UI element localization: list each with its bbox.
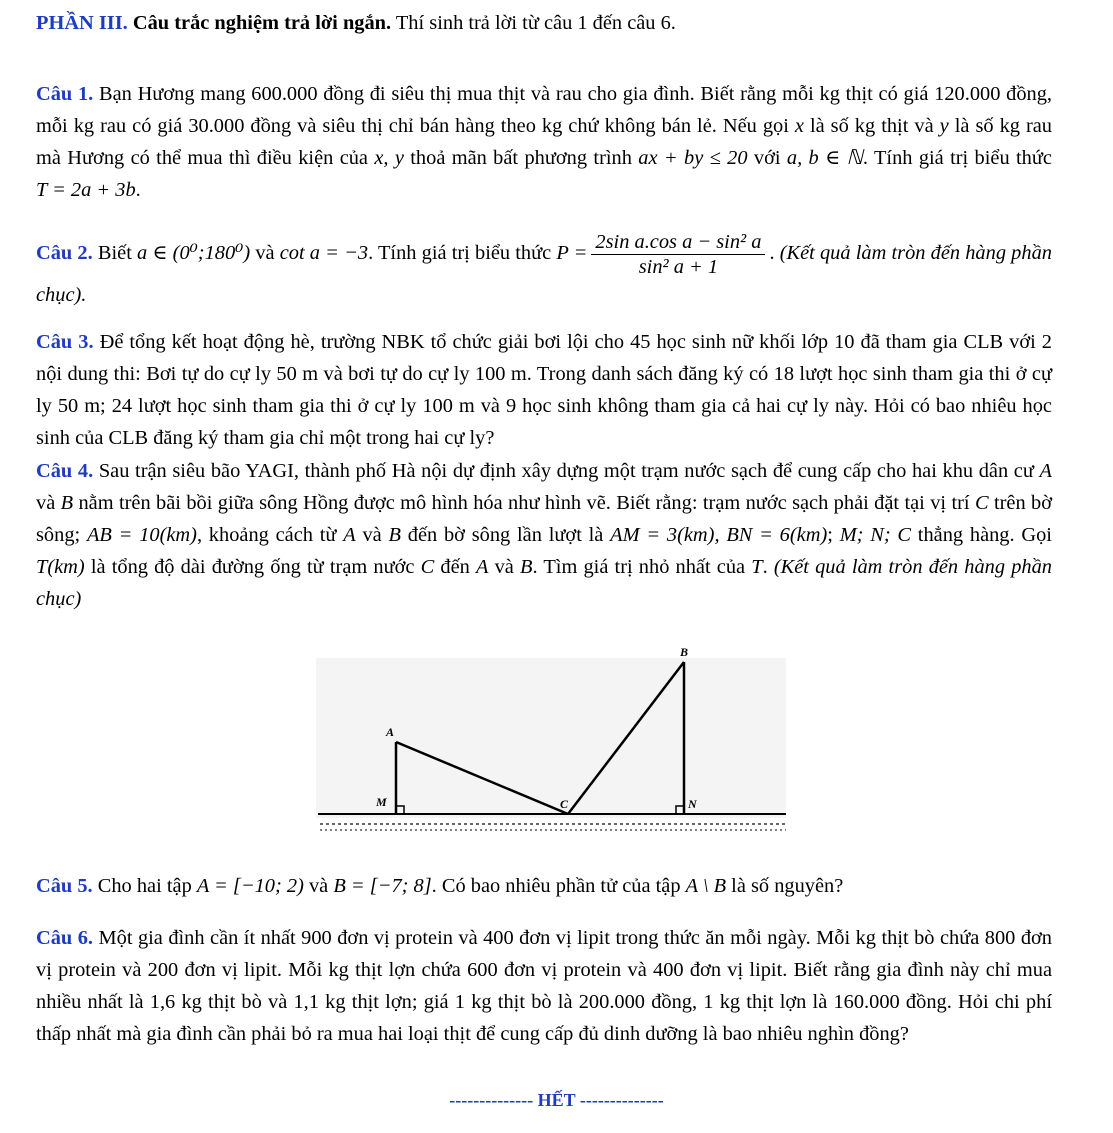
section-label: PHẦN III.	[36, 12, 128, 34]
question-1-label: Câu 1.	[36, 83, 94, 105]
question-4	[36, 455, 1052, 615]
question-3-text: Để tổng kết hoạt động hè, trường NBK tổ chức giải bơi lội cho 45 học sinh nữ khối lớp 10 đã tham gia CLB với 2 nội dung thi: Bơi tự do cự ly 50 m và bơi tự do cự ly 100 m. Trong danh sách đăng ký có 18 lượt học sinh tham gia thi ở cự ly 50 m; 24 lượt học sinh tham gia thi ở cự ly 100 m và 9 học sinh không tham gia cả hai cự ly này. Hỏi có bao nhiêu học sinh của CLB đăng ký tham gia chỉ một trong hai cự ly?	[36, 331, 1052, 449]
math-mnc: M; N; C	[839, 524, 912, 546]
math-a: A	[475, 556, 489, 578]
question-4-text: và	[355, 524, 389, 546]
label-a: A	[386, 725, 395, 739]
label-m: M	[376, 795, 387, 809]
math-set-b: B = [−7; 8]	[333, 875, 432, 897]
question-5	[36, 870, 1052, 902]
math-c: C	[974, 492, 989, 514]
question-6-label: Câu 6.	[36, 927, 94, 949]
math-b: B	[520, 556, 533, 578]
label-b: B	[680, 645, 689, 659]
question-1-text: .	[135, 179, 141, 201]
rounding-note: (Kết quả làm tròn đến hàng phần chục)	[36, 556, 1052, 610]
math-b: B	[60, 492, 74, 514]
math-expression: T = 2a + 3b	[36, 179, 136, 201]
math-a: A	[343, 524, 356, 546]
river-diagram	[306, 640, 790, 840]
question-2-label: Câu 2.	[36, 242, 93, 265]
question-4-text: .	[762, 556, 774, 578]
question-4-text: và	[488, 556, 520, 578]
question-4-text: và	[36, 492, 61, 514]
question-1-text: thoả mãn bất phương trình	[403, 147, 639, 169]
math-a: A	[1039, 460, 1052, 482]
question-4-text: đến	[434, 556, 476, 578]
math-ab: AB = 10(km)	[86, 524, 197, 546]
math-xy: x, y	[374, 147, 404, 169]
question-1-text: với	[747, 147, 787, 169]
question-2-text: và	[250, 242, 280, 265]
math-interval: a ∈ (0⁰;180⁰)	[137, 242, 251, 265]
math-condition: a, b ∈ ℕ	[786, 147, 863, 169]
question-2-text: Biết	[92, 242, 138, 265]
question-5-text: là số nguyên?	[726, 875, 844, 897]
question-6	[36, 922, 1052, 1050]
section-title: Câu trắc nghiệm trả lời ngắn.	[127, 12, 392, 34]
math-fraction	[591, 230, 765, 279]
question-5-text: và	[303, 875, 334, 897]
question-4-label: Câu 4.	[36, 460, 94, 482]
math-c: C	[420, 556, 435, 578]
math-am-bn: AM = 3(km), BN = 6(km)	[610, 524, 828, 546]
question-1-text: Bạn Hương mang 600.000 đồng đi siêu thị mua thịt và rau cho gia đình. Biết rằng mỗi kg thịt có giá 120.000 đồng, mỗi kg rau có giá 30.000 đồng và siêu thị chỉ bán hàng theo kg chứ không bán lẻ. Nếu gọi	[36, 83, 1052, 137]
label-n: N	[688, 797, 697, 811]
fraction-numerator: 2sin a.cos a − sin² a	[591, 230, 765, 255]
math-p-equals: P =	[556, 242, 588, 265]
question-3-label: Câu 3.	[36, 331, 94, 353]
section-header	[36, 8, 1052, 38]
question-4-text: nằm trên bãi bồi giữa sông Hồng được mô hình hóa như hình vẽ. Biết rằng: trạm nước sạch phải đặt tại vị trí	[73, 492, 975, 514]
fraction-denominator: sin² a + 1	[638, 256, 719, 278]
math-t: T	[751, 556, 763, 578]
math-set-a: A = [−10; 2)	[196, 875, 304, 897]
math-cot: cot a = −3	[279, 242, 369, 265]
label-c: C	[560, 797, 569, 811]
question-4-text: , khoảng cách từ	[196, 524, 344, 546]
question-4-text: thẳng hàng. Gọi	[911, 524, 1052, 546]
question-6-text: Một gia đình cần ít nhất 900 đơn vị protein và 400 đơn vị lipit trong thức ăn mỗi ngày. Mỗi kg thịt bò chứa 800 đơn vị protein và 200 đơn vị lipit. Mỗi kg thịt lợn chứa 600 đơn vị protein và 400 đơn vị lipit. Biết rằng gia đình này chỉ mua nhiều nhất là 1,6 kg thịt bò và 1,1 kg thịt lợn; giá 1 kg thịt bò là 200.000 đồng, 1 kg thịt lợn là 160.000 đồng. Hỏi chi phí thấp nhất mà gia đình cần phải bỏ ra mua hai loại thịt để cung cấp đủ dinh dưỡng là bao nhiêu nghìn đồng?	[36, 927, 1052, 1045]
question-4-text: . Tìm giá trị nhỏ nhất của	[532, 556, 752, 578]
question-5-label: Câu 5.	[36, 875, 93, 897]
question-4-text: trên bờ sông;	[36, 492, 1053, 546]
question-3	[36, 326, 1052, 454]
question-1	[36, 78, 1052, 206]
question-4-text: đến bờ sông lần lượt là	[400, 524, 611, 546]
question-4-text: Sau trận siêu bão YAGI, thành phố Hà nội dự định xây dựng một trạm nước sạch để cung cấp cho hai khu dân cư	[93, 460, 1040, 482]
math-set-difference: A \ B	[685, 875, 727, 897]
question-2-text: . Tính giá trị biểu thức	[368, 242, 557, 265]
question-1-text: là số kg thịt và	[803, 115, 940, 137]
question-4-text: ;	[827, 524, 840, 546]
question-4-text: là tổng độ dài đường ống từ trạm nước	[84, 556, 421, 578]
math-b: B	[388, 524, 401, 546]
math-y: y	[939, 115, 949, 137]
question-5-text: Cho hai tập	[92, 875, 197, 897]
math-inequality: ax + by ≤ 20	[638, 147, 748, 169]
end-marker: -------------- HẾT --------------	[449, 1090, 664, 1110]
rounding-note: (Kết quả làm tròn đến hàng phần chục).	[36, 242, 1052, 306]
question-2-text: .	[769, 242, 780, 265]
math-x: x	[794, 115, 804, 137]
question-5-text: . Có bao nhiêu phần tử của tập	[431, 875, 686, 897]
question-1-text: là số kg rau mà Hương có thể mua thì điều kiện của	[36, 115, 1053, 169]
section-note: Thí sinh trả lời từ câu 1 đến câu 6.	[391, 12, 676, 34]
question-1-text: . Tính giá trị biểu thức	[862, 147, 1052, 169]
question-2	[36, 230, 1052, 311]
math-t-km: T(km)	[36, 556, 85, 578]
